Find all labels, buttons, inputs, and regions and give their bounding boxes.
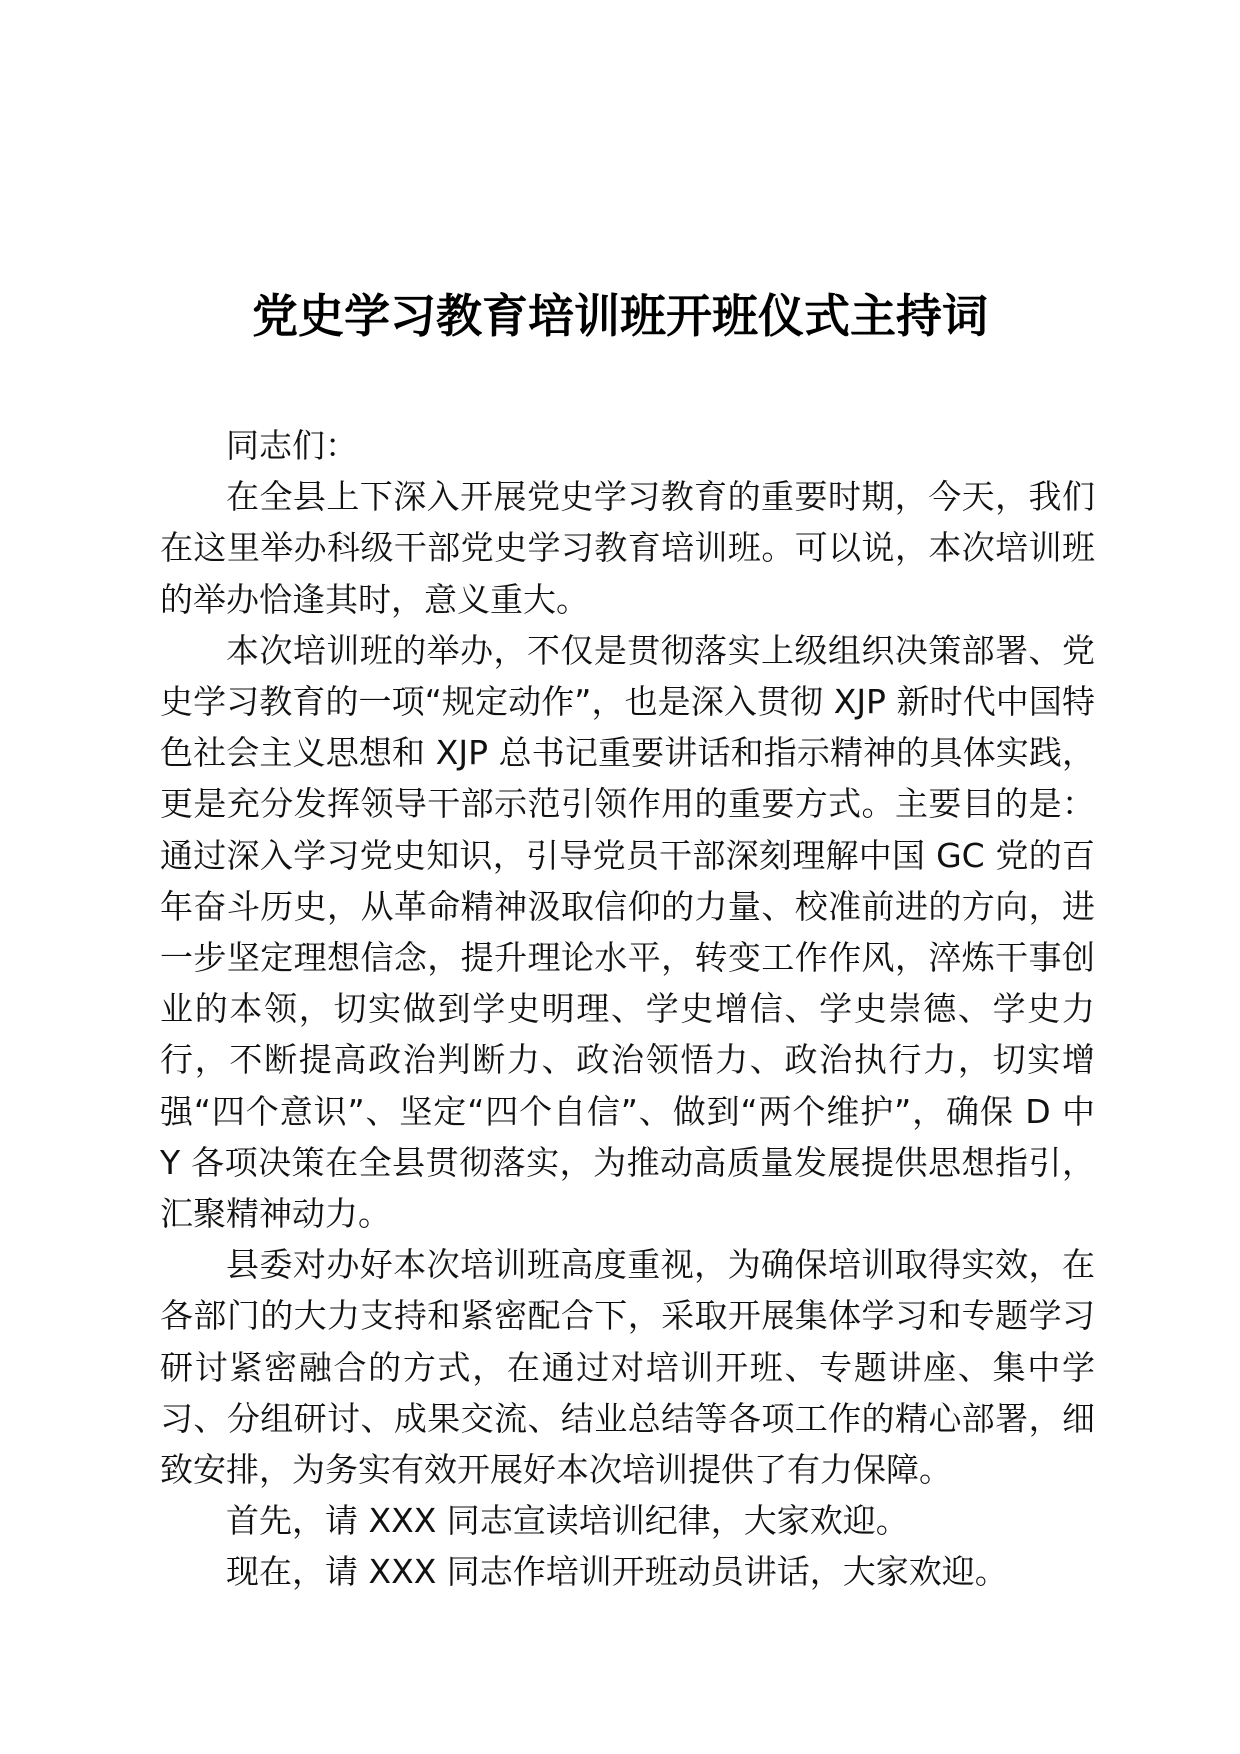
salutation-paragraph: 同志们： <box>226 426 358 465</box>
document-body <box>160 420 1095 1598</box>
body-paragraph: 现在，请 XXX 同志作培训开班动员讲话，大家欢迎。 <box>226 1552 1008 1592</box>
document-title: 党史学习教育培训班开班仪式主持词 <box>252 289 988 343</box>
body-paragraph: 县委对办好本次培训班高度重视，为确保培训取得实效，在各部门的大力支持和紧密配合下，采取开展集体学习和专题学习研讨紧密融合的方式，在通过对培训开班、专题讲座、集中学习、分组研讨、成果交流、结业总结等各项工作的精心部署，细致安排，为务实有效开展好本次培训提供了有力保障。 <box>160 1245 1095 1490</box>
body-paragraph: 本次培训班的举办，不仅是贯彻落实上级组织决策部署、党史学习教育的一项“规定动作”，也是深入贯彻 XJP 新时代中国特色社会主义思想和 XJP 总书记重要讲话和指示精神的具体实践，更是充分发挥领导干部示范引领作用的重要方式。主要目的是：通过深入学习党史知识，引导党员干部深刻理解中国 GC 党的百年奋斗历史，从革命精神汲取信仰的力量、校准前进的方向，进一步坚定理想信念，提升理论水平，转变工作作风，淬炼干事创业的本领，切实做到学史明理、学史增信、学史崇德、学史力行，不断提高政治判断力、政治领悟力、政治执行力，切实增强“四个意识”、坚定“四个自信”、做到“两个维护”，确保 D 中 Y 各项决策在全县贯彻落实，为推动高质量发展提供思想指引，汇聚精神动力。 <box>160 630 1095 1234</box>
body-paragraph: 在全县上下深入开展党史学习教育的重要时期，今天，我们在这里举办科级干部党史学习教育培训班。可以说，本次培训班的举办恰逢其时，意义重大。 <box>160 477 1095 619</box>
body-paragraph: 首先，请 XXX 同志宣读培训纪律，大家欢迎。 <box>226 1501 909 1541</box>
